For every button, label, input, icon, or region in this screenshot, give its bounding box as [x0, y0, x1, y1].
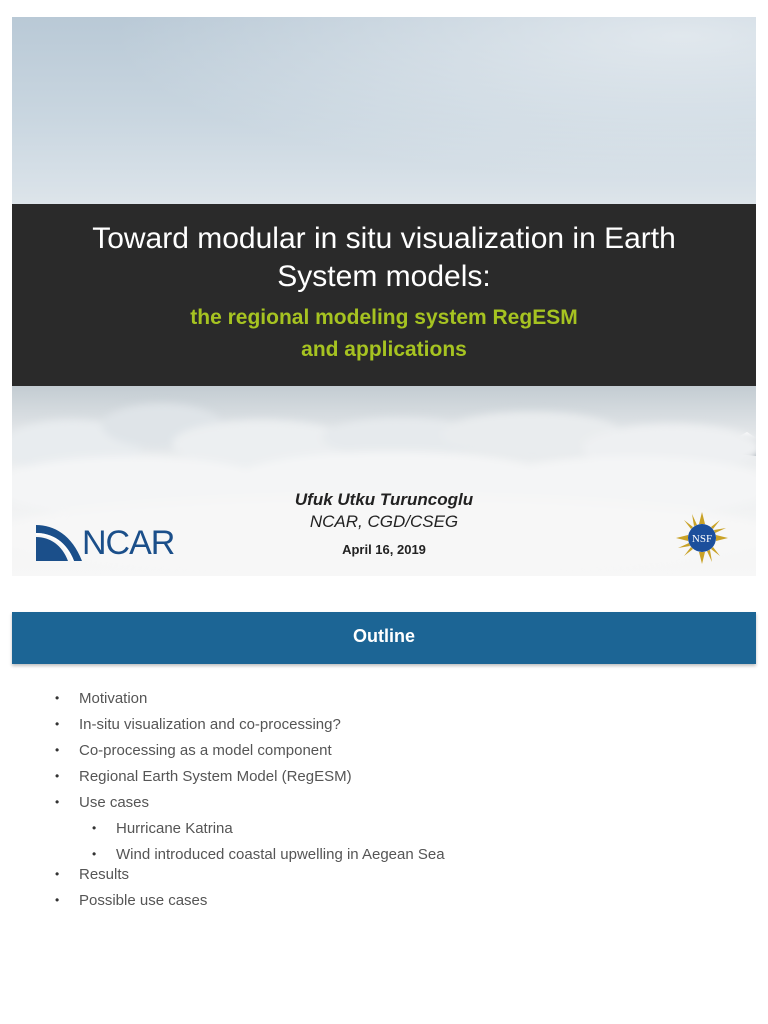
bullet-icon: • [55, 717, 60, 731]
sky-background [12, 17, 756, 207]
ncar-swoosh-icon [34, 521, 84, 565]
bullet-icon: • [55, 769, 60, 783]
sub-bullet-icon: • [92, 847, 97, 861]
bullet-icon: • [55, 893, 60, 907]
outline-heading: Outline [353, 626, 415, 646]
bullet-icon: • [55, 795, 60, 809]
nsf-logo-text: NSF [691, 533, 713, 545]
slide-subtitle-line2: and applications [301, 338, 467, 361]
nsf-seal-icon [676, 512, 728, 564]
ncar-logo [34, 521, 184, 565]
slide-subtitle [32, 302, 736, 366]
list-item: In-situ visualization and co-processing? [79, 716, 341, 733]
slide-title-line1: Toward modular in situ visualization in Earth [92, 222, 676, 255]
sub-list-item: Wind introduced coastal upwelling in Aegean Sea [116, 846, 445, 863]
list-item: Possible use cases [79, 892, 208, 909]
slide-title [32, 220, 736, 296]
sub-list-item: Hurricane Katrina [116, 820, 233, 837]
ncar-logo-text: NCAR [82, 524, 175, 562]
outline-header [12, 612, 756, 664]
list-item: Results [79, 866, 130, 883]
author-affiliation: NCAR, CGD/CSEG [309, 512, 459, 531]
sub-bullet-icon: • [92, 821, 97, 835]
bullet-icon: • [55, 691, 60, 705]
bullet-icon: • [55, 867, 60, 881]
list-item: Motivation [79, 690, 148, 707]
title-slide [12, 17, 756, 576]
cloud-background [12, 386, 756, 576]
bullet-icon: • [55, 743, 60, 757]
author-name: Ufuk Utku Turuncoglu [294, 490, 474, 509]
presentation-date: April 16, 2019 [342, 542, 426, 557]
nsf-logo [676, 512, 728, 564]
title-band [12, 204, 756, 386]
list-item: Regional Earth System Model (RegESM) [79, 768, 352, 785]
list-item: Use cases [79, 794, 150, 811]
slide-title-line2: System models: [277, 260, 491, 293]
list-item: Co-processing as a model component [79, 742, 332, 759]
slide-subtitle-line1: the regional modeling system RegESM [190, 306, 578, 329]
